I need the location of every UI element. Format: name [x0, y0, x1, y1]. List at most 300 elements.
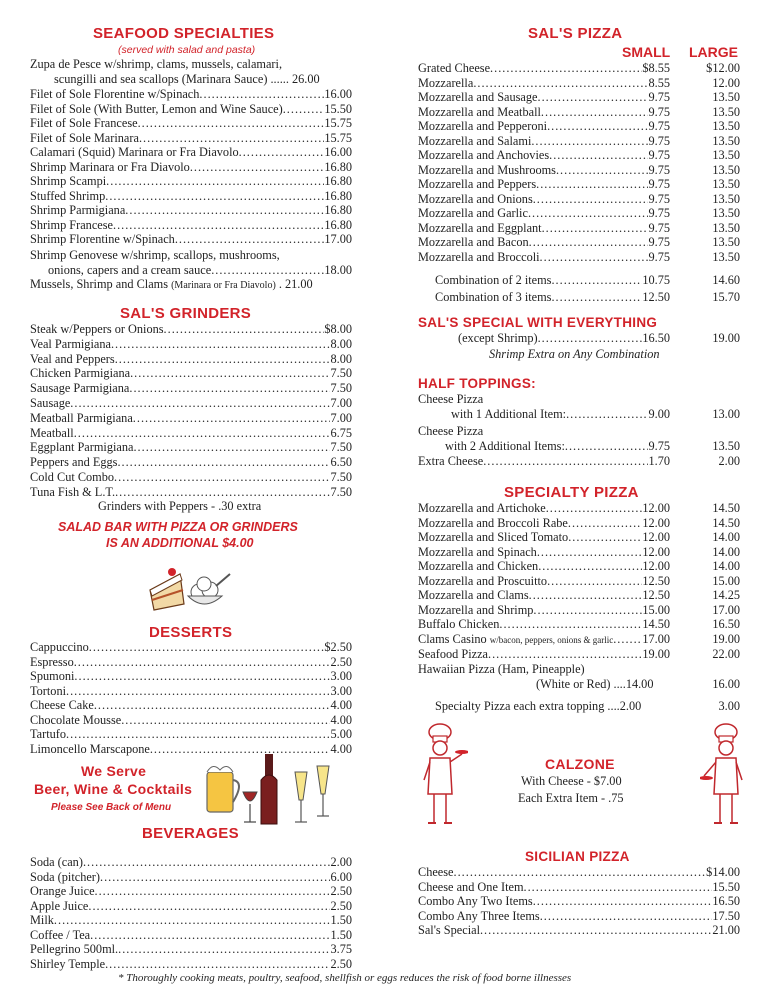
beverage-item-price: 2.50 — [330, 884, 352, 898]
grinder-item — [30, 485, 352, 500]
pizza-item-name: Mozzarella and Garlic — [418, 206, 528, 220]
specialty-item-price: 14.50 — [642, 617, 670, 631]
leader-dots — [568, 516, 642, 531]
leader-dots — [528, 206, 649, 221]
pizza-item — [418, 192, 670, 207]
grinder-item-price: 8.00 — [330, 336, 352, 351]
pizza-item-large-price: 13.50 — [712, 235, 740, 249]
pizza-item-price: 9.75 — [648, 104, 670, 119]
seafood-item-name: Stuffed Shrimp — [30, 188, 106, 203]
leader-dots — [74, 426, 331, 441]
pizza-combo-large-price: 15.70 — [712, 290, 740, 304]
grinders-list — [30, 322, 352, 500]
leader-dots — [105, 189, 324, 204]
grinder-item — [30, 411, 352, 426]
seafood-item-price: 16.80 — [324, 203, 352, 217]
half-add-2-large: 13.50 — [712, 439, 740, 453]
leader-dots — [538, 559, 642, 574]
leader-dots — [565, 439, 649, 454]
specialty-item-name: Mozzarella and Proscuitto — [418, 573, 548, 588]
salad-bar-line-1: SALAD BAR WITH PIZZA OR GRINDERS — [58, 520, 298, 534]
leader-dots — [175, 232, 325, 247]
sicilian-item-price: 16.50 — [712, 894, 740, 908]
seafood-pizza-large: 22.00 — [712, 647, 740, 661]
grinder-item-price: 7.50 — [330, 381, 352, 396]
half-add-1-name: with 1 Additional Item: — [451, 407, 567, 421]
leader-dots — [473, 76, 648, 91]
seafood-item-name: Shrimp Parmigiana — [30, 203, 126, 217]
leader-dots — [95, 884, 331, 899]
leader-dots — [533, 192, 649, 207]
pizza-item-price: 9.75 — [648, 119, 670, 133]
genovese-line-2 — [48, 263, 352, 278]
specialty-item-large-price: 14.25 — [712, 588, 740, 602]
half-add-2 — [445, 439, 670, 454]
seafood-item-name: Filet of Sole (With Butter, Lemon and Wine Sauce) — [30, 101, 283, 116]
beverage-item — [30, 884, 352, 899]
grinder-item-name: Tuna Fish & L.T. — [30, 484, 116, 499]
seafood-item-name: Shrimp Francese — [30, 217, 113, 232]
beverage-item — [30, 899, 352, 914]
leader-dots — [88, 899, 330, 914]
leader-dots — [551, 273, 642, 288]
leader-dots — [106, 174, 324, 189]
pizza-list — [418, 61, 740, 264]
pizza-combo-large-price: 14.60 — [712, 273, 740, 287]
pizza-item — [418, 90, 670, 105]
special-title: SAL'S SPECIAL WITH EVERYTHING — [418, 315, 658, 330]
specialty-item-price: 12.00 — [642, 530, 670, 544]
pizza-item-price: 9.75 — [648, 220, 670, 235]
specialty-item-name: Mozzarella and Chicken — [418, 559, 539, 573]
beverage-item-price: 1.50 — [330, 927, 352, 942]
dessert-item-price: 4.00 — [330, 712, 352, 727]
leader-dots — [524, 880, 713, 895]
leader-dots — [541, 105, 649, 120]
pizza-item-large-price: 13.50 — [712, 220, 740, 235]
beverage-item — [30, 870, 352, 885]
grinder-item-price: 7.00 — [330, 410, 352, 425]
specialty-item-name: Mozzarella and Broccoli Rabe — [418, 515, 568, 530]
leader-dots — [105, 957, 330, 972]
sicilian-item-price: 21.00 — [712, 923, 740, 937]
special-small-price: 16.50 — [642, 331, 670, 345]
grinder-item — [30, 366, 352, 381]
genovese-line-1: Shrimp Genovese w/shrimp, scallops, mushrooms, — [30, 248, 280, 262]
seafood-pizza-small: 19.00 — [642, 647, 670, 661]
specialty-item — [418, 603, 670, 618]
footer-disclaimer: * Thoroughly cooking meats, poultry, seafood, shellfish or eggs reduces the risk of food borne illnesses — [118, 972, 572, 984]
mussels-price: . 21.00 — [278, 277, 313, 291]
pizza-item-name: Mozzarella and Eggplant — [418, 220, 542, 235]
seafood-item-name: Filet of Sole Francese — [30, 116, 138, 130]
specialty-item-price: 12.50 — [642, 573, 670, 588]
champagne-glasses-icon — [295, 766, 329, 822]
sicilian-item-name: Sal's Special — [418, 923, 480, 937]
pizza-item-large-price: 13.50 — [712, 191, 740, 206]
pizza-item-name: Mozzarella and Peppers — [418, 177, 537, 191]
clams-casino-small: 17.00 — [642, 632, 670, 646]
specialty-item-large-price: 14.00 — [712, 559, 740, 573]
leader-dots — [70, 396, 330, 411]
pizza-item — [418, 119, 670, 134]
leader-dots — [121, 713, 330, 728]
hawaiian-line-2 — [536, 677, 653, 692]
extra-cheese-name: Extra Cheese — [418, 454, 484, 468]
pizza-item — [418, 177, 670, 192]
leader-dots — [199, 87, 324, 102]
seafood-item — [30, 102, 352, 117]
grinder-item-name: Veal Parmigiana — [30, 336, 111, 351]
drinks-illustration — [203, 752, 348, 830]
beverage-item-price: 6.00 — [330, 869, 352, 884]
leader-dots — [94, 698, 331, 713]
leader-dots — [549, 148, 648, 163]
chef-icon — [700, 724, 742, 823]
leader-dots — [536, 177, 648, 192]
grinder-item-name: Peppers and Eggs — [30, 455, 118, 470]
desserts-list — [30, 640, 352, 756]
pizza-item — [418, 235, 670, 250]
specialty-item-price: 12.50 — [642, 588, 670, 602]
desserts-title: DESSERTS — [149, 624, 233, 641]
leader-dots — [83, 855, 331, 870]
leader-dots — [547, 119, 648, 134]
sicilian-item-price: $14.00 — [706, 865, 740, 879]
leader-dots — [529, 588, 643, 603]
calzone-title: CALZONE — [545, 756, 615, 772]
leader-dots — [111, 337, 331, 352]
beverage-item — [30, 957, 352, 972]
leader-dots — [114, 470, 330, 485]
beverages-list — [30, 855, 352, 971]
seafood-item-price: 15.75 — [324, 130, 352, 145]
pizza-item-price: 9.75 — [648, 206, 670, 220]
pizza-combo-price: 10.75 — [642, 273, 670, 287]
grinder-item — [30, 396, 352, 411]
leader-dots — [139, 131, 324, 146]
pizza-item-large-price: 13.50 — [712, 162, 740, 177]
cake-slice-icon — [150, 568, 184, 610]
clams-casino-note: w/bacon, peppers, onions & garlic — [489, 635, 614, 645]
specialty-item-name: Mozzarella and Sliced Tomato — [418, 530, 569, 544]
mussels-line — [30, 277, 355, 294]
beverage-item-name: Coffee / Tea — [30, 927, 91, 942]
beverage-item-name: Soda (pitcher) — [30, 869, 100, 884]
extra-cheese-large: 2.00 — [718, 454, 740, 468]
clams-casino-large: 19.00 — [712, 632, 740, 646]
seafood-item-price: 15.50 — [324, 101, 352, 116]
leader-dots — [130, 366, 330, 381]
pizza-combo-name: Combination of 2 items — [435, 273, 552, 287]
sicilian-item-name: Cheese — [418, 865, 454, 879]
grinder-item — [30, 381, 352, 396]
pizza-item — [418, 148, 670, 163]
dessert-item-name: Spumoni — [30, 669, 75, 683]
grinder-item-price: 7.50 — [330, 366, 352, 381]
specialty-item — [418, 617, 670, 632]
leader-dots — [239, 145, 325, 160]
dessert-item-price: 2.50 — [330, 654, 352, 669]
grinder-item-name: Cold Cut Combo — [30, 469, 115, 484]
seafood-item — [30, 203, 352, 218]
leader-dots — [125, 203, 324, 218]
extra-cheese — [418, 454, 670, 469]
leader-dots — [538, 90, 649, 105]
seafood-item-price: 17.00 — [324, 232, 352, 246]
leader-dots — [138, 116, 325, 131]
leader-dots — [129, 381, 330, 396]
grinder-item-price: 7.50 — [330, 469, 352, 484]
topping-large: 3.00 — [718, 699, 740, 713]
pizza-item-price: 9.75 — [648, 191, 670, 206]
dessert-item — [30, 669, 352, 684]
zuppa-line-2: scungilli and sea scallops (Marinara Sauce) ...... 26.00 — [54, 72, 320, 86]
leader-dots — [117, 455, 330, 470]
leader-dots — [568, 530, 642, 545]
seafood-item-name: Shrimp Florentine w/Spinach — [30, 232, 175, 246]
specialty-item-price: 12.00 — [642, 515, 670, 530]
leader-dots — [531, 134, 648, 149]
beverage-item-price: 3.75 — [330, 942, 352, 956]
leader-dots — [133, 440, 330, 455]
hawaiian-name: (White or Red) .... — [536, 677, 626, 691]
half-add-1-small: 9.00 — [648, 407, 670, 421]
beer-wine-cocktails: Beer, Wine & Cocktails — [34, 781, 193, 797]
pizza-item-large-price: 13.50 — [712, 249, 740, 264]
grinder-item-name: Meatball Parmigiana — [30, 410, 133, 425]
sicilian-item-price: 15.50 — [712, 879, 740, 894]
pizza-item — [418, 221, 670, 236]
leader-dots — [74, 669, 330, 684]
pizza-item-name: Mozzarella — [418, 75, 474, 90]
clams-casino-line — [418, 632, 670, 648]
beverage-item — [30, 855, 352, 870]
sicilian-item-price: 17.50 — [712, 908, 740, 923]
half-add-2-small: 9.75 — [648, 439, 670, 453]
grinder-item — [30, 426, 352, 441]
dessert-item — [30, 684, 352, 699]
grinder-item — [30, 322, 352, 337]
leader-dots — [499, 617, 642, 632]
leader-dots — [613, 632, 642, 647]
specialty-item-name: Mozzarella and Clams — [418, 588, 529, 602]
sicilian-list — [418, 865, 740, 938]
hawaiian-line-1: Hawaiian Pizza (Ham, Pineapple) — [418, 662, 585, 676]
leader-dots — [551, 290, 642, 305]
seafood-item — [30, 116, 352, 131]
specialty-item — [418, 545, 670, 560]
small-column-header: SMALL — [622, 44, 671, 60]
half-add-2-name: with 2 Additional Items: — [445, 439, 565, 453]
genovese-price: 18.00 — [324, 263, 352, 277]
specialty-item-large-price: 14.00 — [712, 544, 740, 559]
grinder-item-name: Eggplant Parmigiana — [30, 440, 134, 455]
we-serve: We Serve — [81, 763, 147, 779]
pizza-item-name: Mozzarella and Mushrooms — [418, 162, 556, 177]
wine-glass-icon — [243, 792, 257, 822]
topping-line — [435, 699, 641, 714]
specialty-item-name: Mozzarella and Spinach — [418, 544, 537, 559]
leader-dots — [283, 102, 325, 117]
dessert-item-name: Tortoni — [30, 683, 67, 698]
seafood-item — [30, 160, 352, 175]
calzone-line-1: With Cheese - $7.00 — [521, 774, 622, 788]
pizza-item-price: 9.75 — [648, 235, 670, 249]
salad-bar-line-2: IS AN ADDITIONAL $4.00 — [106, 536, 254, 550]
leader-dots — [540, 250, 649, 265]
specialty-item-price: 12.00 — [642, 544, 670, 559]
pizza-title: SAL'S PIZZA — [528, 25, 623, 42]
genovese-name: onions, capers and a cream sauce — [48, 263, 212, 277]
leader-dots — [89, 640, 325, 655]
pizza-item-price: 9.75 — [648, 162, 670, 177]
seafood-pizza-name: Seafood Pizza — [418, 647, 488, 661]
leader-dots — [190, 160, 325, 175]
dessert-item — [30, 698, 352, 713]
seafood-item-price: 16.80 — [324, 217, 352, 232]
leader-dots — [74, 655, 331, 670]
pizza-item — [418, 134, 670, 149]
specialty-item-name: Mozzarella and Artichoke — [418, 501, 546, 515]
sicilian-item-name: Combo Any Three Items — [418, 908, 540, 923]
leader-dots — [480, 923, 712, 938]
leader-dots — [542, 221, 649, 236]
specialty-item-large-price: 17.00 — [712, 602, 740, 617]
specialty-list — [418, 501, 740, 632]
beverage-item-price: 2.50 — [330, 898, 352, 913]
seafood-item-price: 16.00 — [324, 87, 352, 101]
grinder-item-name: Meatball — [30, 425, 74, 440]
sicilian-item — [418, 880, 740, 895]
pizza-item — [418, 163, 670, 178]
see-back-of-menu: Please See Back of Menu — [51, 802, 172, 813]
seafood-item — [30, 87, 352, 102]
leader-dots — [537, 545, 643, 560]
grinder-item — [30, 455, 352, 470]
seafood-item — [30, 232, 352, 247]
pizza-item-name: Mozzarella and Bacon — [418, 235, 529, 249]
pizza-item-name: Mozzarella and Pepperoni — [418, 119, 548, 133]
beverage-item-name: Apple Juice — [30, 898, 89, 913]
chef-left — [418, 722, 468, 830]
sicilian-item-name: Combo Any Two Items — [418, 894, 533, 908]
leader-dots — [566, 407, 648, 422]
dessert-item — [30, 655, 352, 670]
pizza-item-large-price: 13.50 — [712, 90, 740, 104]
seafood-item-name: Shrimp Scampi — [30, 174, 107, 188]
pizza-item-price: 9.75 — [648, 249, 670, 264]
pizza-item-price: $8.55 — [642, 61, 670, 75]
grinder-item-price: 8.00 — [330, 351, 352, 366]
leader-dots — [54, 913, 331, 928]
leader-dots — [164, 322, 325, 337]
dessert-item-price: 3.00 — [330, 683, 352, 698]
dessert-item-price: $2.50 — [324, 640, 352, 654]
beverage-item-name: Orange Juice — [30, 884, 95, 898]
pizza-combo-price: 12.50 — [642, 290, 670, 304]
grinders-extra: Grinders with Peppers - .30 extra — [98, 499, 262, 513]
sicilian-item — [418, 894, 740, 909]
seafood-title: SEAFOOD SPECIALTIES — [93, 25, 275, 42]
dessert-item — [30, 713, 352, 728]
seafood-item-price: 16.00 — [324, 145, 352, 159]
specialty-item-price: 12.00 — [642, 501, 670, 515]
grinders-title: SAL'S GRINDERS — [120, 305, 252, 322]
specialty-item-large-price: 14.00 — [712, 530, 740, 544]
seafood-item — [30, 174, 352, 189]
leader-dots — [546, 501, 643, 516]
topping-name: Specialty Pizza each extra topping .... — [435, 699, 620, 713]
pizza-item-name: Grated Cheese — [418, 61, 491, 75]
seafood-item-price: 16.80 — [324, 174, 352, 188]
leader-dots — [133, 411, 331, 426]
seafood-item-name: Filet of Sole Marinara — [30, 130, 139, 145]
pizza-item-large-price: 13.50 — [712, 206, 740, 220]
specialty-item-name: Buffalo Chicken — [418, 617, 500, 631]
specialty-item-large-price: 15.00 — [712, 573, 740, 588]
special-name: (except Shrimp) — [458, 331, 538, 345]
pizza-combo — [435, 273, 670, 288]
chef-right — [700, 722, 750, 830]
mussels-name: Mussels, Shrimp and Clams — [30, 277, 169, 291]
topping-small: 2.00 — [619, 699, 642, 713]
wine-bottle-icon — [261, 754, 277, 824]
seafood-item — [30, 218, 352, 233]
pizza-item-name: Mozzarella and Onions — [418, 191, 533, 206]
beverage-item — [30, 913, 352, 928]
specialty-item — [418, 516, 670, 531]
grinder-item-price: 6.75 — [330, 425, 352, 440]
grinder-item-price: 7.50 — [330, 484, 352, 499]
leader-dots — [90, 928, 330, 943]
pizza-item-price: 8.55 — [648, 75, 670, 90]
beverage-item-price: 1.50 — [330, 913, 352, 927]
dessert-item-name: Espresso — [30, 654, 74, 669]
pizza-item — [418, 61, 670, 76]
grinder-item-price: 6.50 — [330, 455, 352, 470]
special-note: Shrimp Extra on Any Combination — [489, 347, 660, 361]
pizza-combo — [435, 290, 670, 305]
dessert-illustration — [144, 560, 234, 618]
large-column-header: LARGE — [689, 44, 738, 60]
dessert-item — [30, 727, 352, 742]
pizza-item-large-price: 13.50 — [712, 177, 740, 191]
ice-cream-bowl-icon — [188, 574, 230, 604]
grinder-item — [30, 440, 352, 455]
specialty-item — [418, 588, 670, 603]
pizza-item-name: Mozzarella and Broccoli — [418, 249, 540, 264]
seafood-item-price: 15.75 — [324, 116, 352, 130]
grinder-item-price: 7.50 — [330, 440, 352, 455]
leader-dots — [66, 727, 330, 742]
seafood-item — [30, 145, 352, 160]
beverages-title: BEVERAGES — [142, 825, 239, 842]
sicilian-item-name: Cheese and One Item — [418, 879, 524, 894]
sicilian-title: SICILIAN PIZZA — [525, 849, 630, 864]
pizza-item — [418, 250, 670, 265]
calzone-line-2: Each Extra Item - .75 — [518, 791, 624, 805]
pizza-item-large-price: 12.00 — [712, 75, 740, 90]
beverage-item — [30, 928, 352, 943]
beer-mug-icon — [207, 766, 239, 812]
beverage-item-name: Pellegrino 500ml. — [30, 942, 119, 956]
grinder-item-name: Sausage — [30, 395, 71, 410]
dessert-item-name: Tartufo — [30, 727, 67, 741]
leader-dots — [529, 235, 649, 250]
beverage-item-price: 2.00 — [330, 855, 352, 869]
sicilian-item — [418, 923, 740, 938]
